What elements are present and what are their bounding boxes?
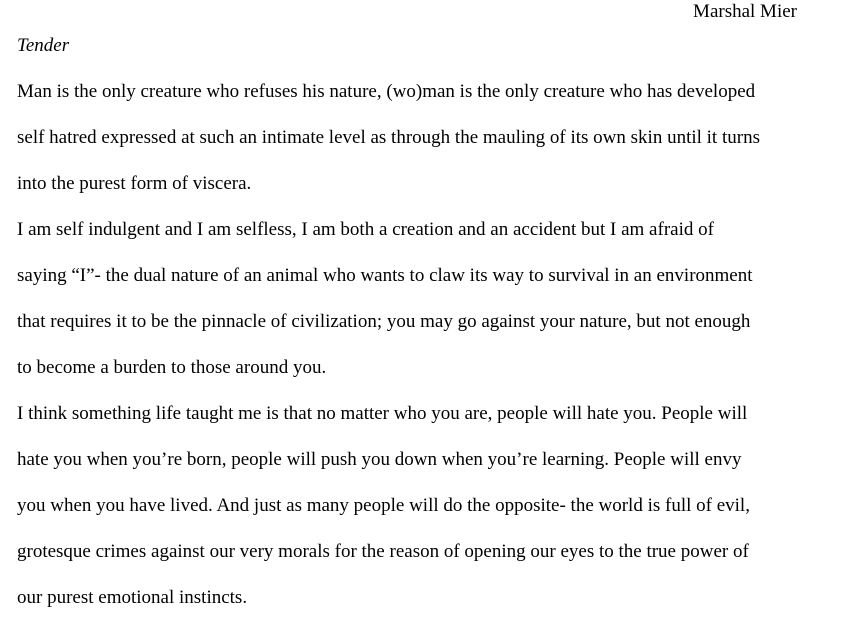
text-line: our purest emotional instincts. <box>17 587 248 608</box>
text-line: saying “I”- the dual nature of an animal who wants to claw its way to survival in an environment <box>17 265 753 286</box>
text-line: that requires it to be the pinnacle of civilization; you may go against your nature, but not enough <box>17 311 751 332</box>
text-line: Man is the only creature who refuses his nature, (wo)man is the only creature who has developed <box>17 81 756 102</box>
document-title: Tender <box>17 35 70 56</box>
text-line: to become a burden to those around you. <box>17 357 327 378</box>
text-line: self hatred expressed at such an intimate level as through the mauling of its own skin until it turns <box>17 127 760 148</box>
author-name: Marshal Mier <box>693 1 797 22</box>
text-line: hate you when you’re born, people will push you down when you’re learning. People will envy <box>17 449 742 470</box>
text-line: into the purest form of viscera. <box>17 173 252 194</box>
document-body <box>17 69 817 621</box>
text-line: I am self indulgent and I am selfless, I am both a creation and an accident but I am afraid of <box>17 219 714 240</box>
text-line: I think something life taught me is that no matter who you are, people will hate you. People will <box>17 403 748 424</box>
text-line: grotesque crimes against our very morals for the reason of opening our eyes to the true power of <box>17 541 749 562</box>
text-line: you when you have lived. And just as many people will do the opposite- the world is full of evil, <box>17 495 750 516</box>
